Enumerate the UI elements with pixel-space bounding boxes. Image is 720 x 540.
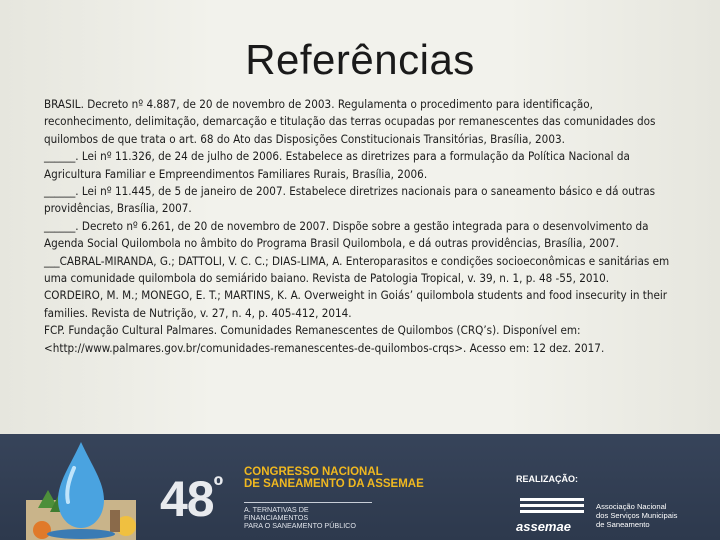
congress-theme-line: PARA O SANEAMENTO PÚBLICO bbox=[244, 521, 356, 531]
congress-name bbox=[244, 466, 424, 490]
realizacao-label: REALIZAÇÃO: bbox=[516, 474, 578, 484]
reference-item: ______. Lei nº 11.445, de 5 de janeiro de 2007. Estabelece diretrizes nacionais para o saneamento básico e dá outras providências, Brasília, 2007. bbox=[44, 184, 656, 216]
reference-item: CORDEIRO, M. M.; MONEGO, E. T.; MARTINS, K. A. Overweight in Goiás’ quilombola students and food insecurity in their families. Revista de Nutrição, v. 27, n. 4, p. 405-412, 2014. bbox=[44, 288, 668, 320]
reference-item: BRASIL. Decreto nº 4.887, de 20 de novembro de 2003. Regulamenta o procedimento para identificação, reconhecimento, delimitação, demarcação e titulação das terras ocupadas por remanescentes das comunidades dos quilombos de que trata o art. 68 do Ato das Disposições Constitucionais Transitórias, Brasília, 2003. bbox=[44, 97, 656, 146]
association-name-line: Associação Nacional bbox=[596, 502, 667, 511]
reference-item: ______. Decreto nº 6.261, de 20 de novembro de 2007. Dispõe sobre a gestão integrada para o desenvolvimento da Agenda Social Quilombola no âmbito do Programa Brasil Quilombola, e dá outras providências, Brasília, 2007. bbox=[44, 218, 649, 251]
water-droplet-logo-icon bbox=[18, 438, 144, 540]
references-list bbox=[44, 96, 684, 357]
congress-name-line: CONGRESSO NACIONAL bbox=[244, 466, 383, 478]
reference-item: FCP. Fundação Cultural Palmares. Comunidades Remanescentes de Quilombos (CRQ’s). Disponível em: <http://www.palmares.gov.br/comunidades-remanescentes-de-quilombos-crqs>. Acesso em: 12 dez. 2017. bbox=[44, 323, 605, 355]
congress-name-line: DE SANEAMENTO DA ASSEMAE bbox=[244, 478, 424, 490]
assemae-wordmark: assemae bbox=[516, 519, 571, 534]
association-name bbox=[596, 502, 706, 529]
association-name-line: dos Serviços Municipais bbox=[596, 511, 678, 520]
congress-theme-line: A. TERNATIVAS DE FINANCIAMENTOS bbox=[244, 505, 309, 523]
congress-theme bbox=[244, 502, 372, 531]
association-name-line: de Saneamento bbox=[596, 520, 650, 529]
edition-number: $48^º$ bbox=[160, 470, 223, 527]
slide-title: Referências bbox=[245, 36, 475, 83]
reference-item: ______. Lei nº 11.326, de 24 de julho de 2006. Estabelece as diretrizes para a formulação da Política Nacional da Agricultura Familiar e Empreendimentos Familiares Rurais, Brasília, 2006. bbox=[44, 149, 630, 181]
reference-item: ___CABRAL-MIRANDA, G.; DATTOLI, V. C. C.; DIAS-LIMA, A. Enteroparasitos e condições socioeconômicas e sanitárias em uma comunidade quilombola do semiárido baiano. Revista de Patologia Tropical, v. 39, n. 1, p. 48 -55, 2010. bbox=[44, 253, 670, 286]
